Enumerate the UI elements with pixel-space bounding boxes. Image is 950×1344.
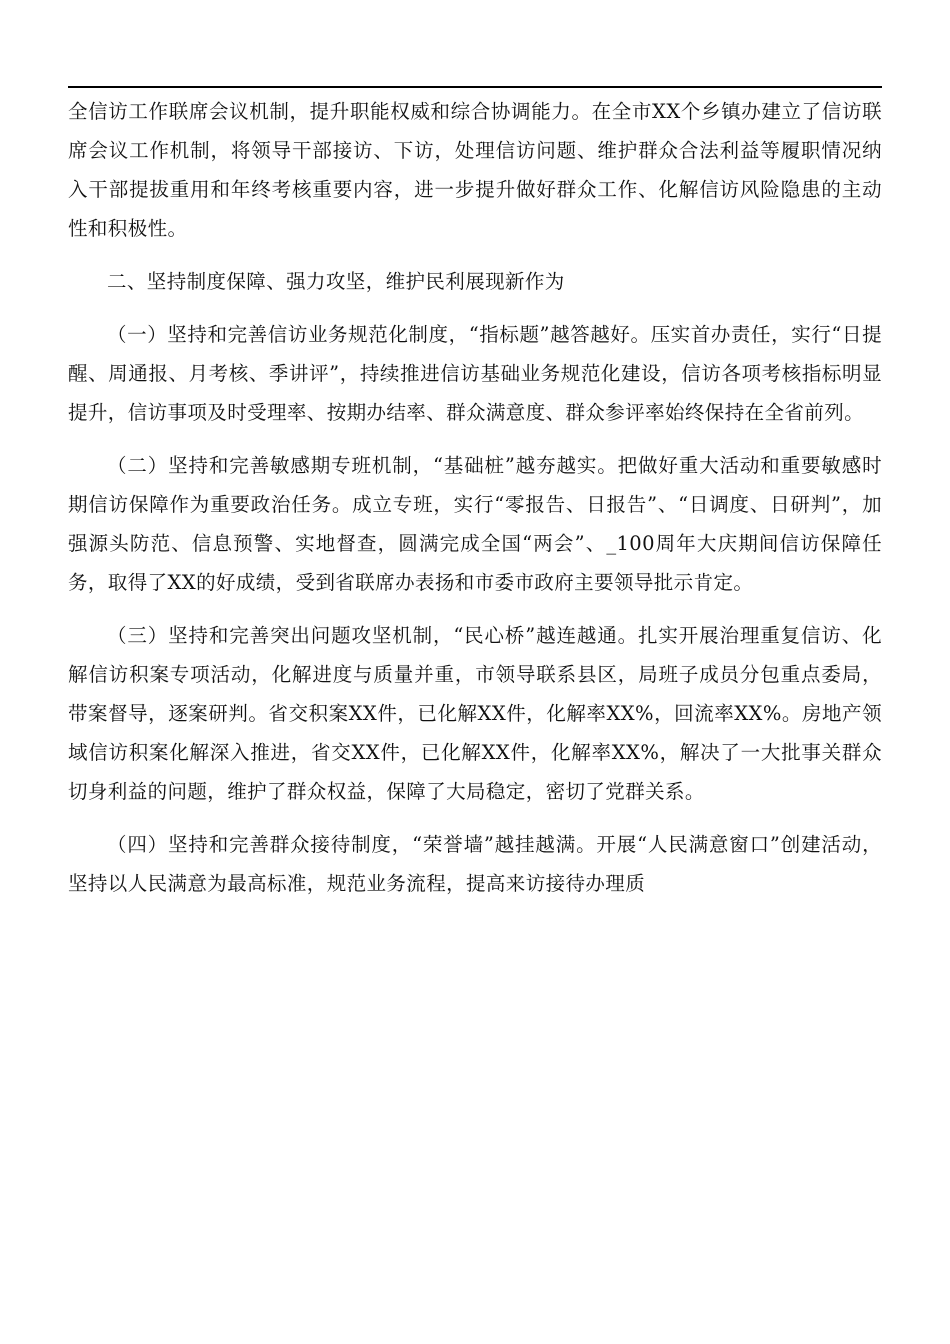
document-body: [68, 92, 882, 917]
paragraph-item-3: （三）坚持和完善突出问题攻坚机制，“民心桥”越连越通。扎实开展治理重复信访、化解信访积案专项活动，化解进度与质量并重，市领导联系县区，局班子成员分包重点委局，带案督导，逐案研判。省交积案XX件，已化解XX件，化解率XX%，回流率XX%。房地产领域信访积案化解深入推进，省交XX件，已化解XX件，化解率XX%，解决了一大批事关群众切身利益的问题，维护了群众权益，保障了大局稳定，密切了党群关系。: [68, 624, 882, 803]
paragraph-item-2: （二）坚持和完善敏感期专班机制，“基础桩”越夯越实。把做好重大活动和重要敏感时期信访保障作为重要政治任务。成立专班，实行“零报告、日报告”、“日调度、日研判”，加强源头防范、信息预警、实地督查，圆满完成全国“两会”、_100周年大庆期间信访保障任务，取得了XX的好成绩，受到省联席办表扬和市委市政府主要领导批示肯定。: [68, 454, 882, 594]
header-rule: [68, 86, 882, 88]
paragraph-item-4: （四）坚持和完善群众接待制度，“荣誉墙”越挂越满。开展“人民满意窗口”创建活动，坚持以人民满意为最高标准，规范业务流程，提高来访接待办理质: [68, 833, 882, 895]
section-heading: 二、坚持制度保障、强力攻坚，维护民利展现新作为: [107, 270, 565, 293]
paragraph-continuation: 全信访工作联席会议机制，提升职能权威和综合协调能力。在全市XX个乡镇办建立了信访联席会议工作机制，将领导干部接访、下访，处理信访问题、维护群众合法利益等履职情况纳入干部提拔重用和年终考核重要内容，进一步提升做好群众工作、化解信访风险隐患的主动性和积极性。: [68, 100, 882, 240]
paragraph-item-1: （一）坚持和完善信访业务规范化制度，“指标题”越答越好。压实首办责任，实行“日提醒、周通报、月考核、季讲评”，持续推进信访基础业务规范化建设，信访各项考核指标明显提升，信访事项及时受理率、按期办结率、群众满意度、群众参评率始终保持在全省前列。: [68, 323, 882, 424]
